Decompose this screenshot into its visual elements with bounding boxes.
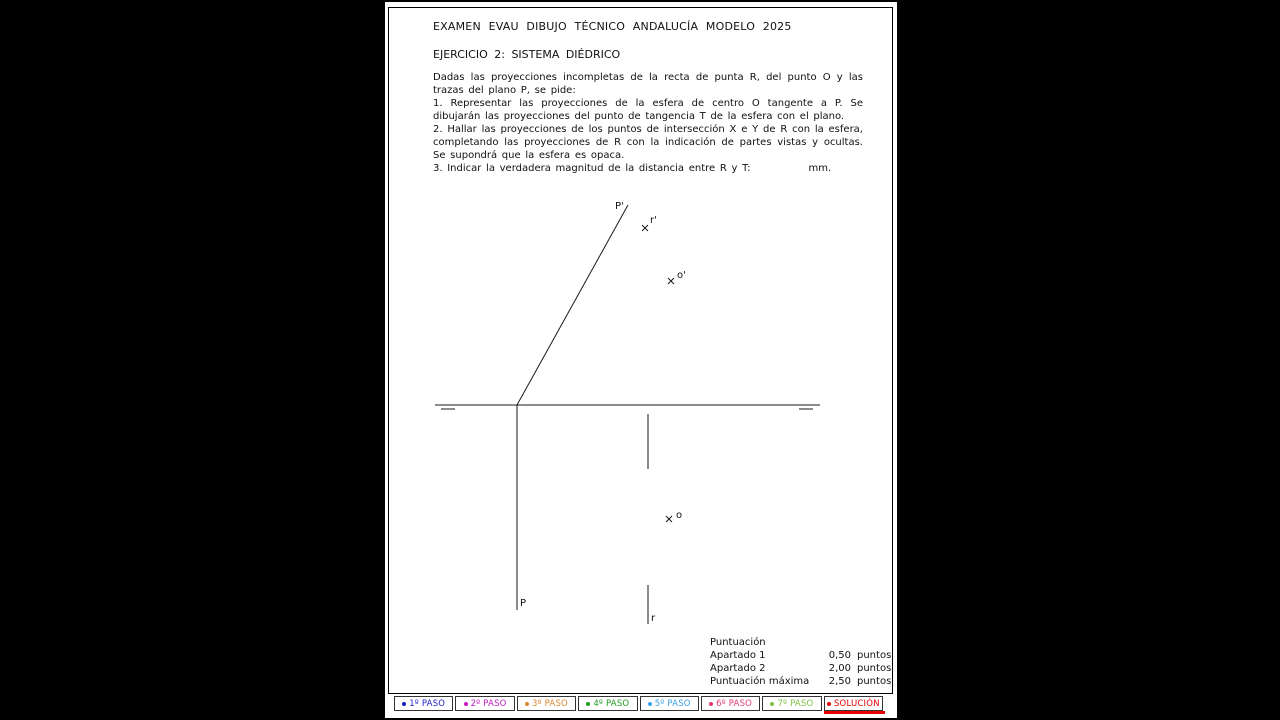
step-button-5[interactable] (640, 696, 699, 711)
problem-statement (433, 71, 863, 175)
point-marker-o (666, 516, 672, 522)
score-label: Puntuación máxima (710, 676, 810, 687)
statement-intro: Dadas las proyecciones incompletas de la recta de punta R, del punto O y las trazas del plano P, se pide: (433, 72, 863, 96)
step-dot-icon (525, 702, 529, 706)
score-unit: puntos (857, 650, 892, 661)
point-marker-o-prime (668, 278, 674, 284)
step-button-7[interactable] (762, 696, 821, 711)
step-button-label: 6º PASO (716, 698, 753, 709)
step-button-label: 7º PASO (777, 698, 814, 709)
step-dot-icon (827, 702, 831, 706)
score-label: Apartado 2 (710, 663, 766, 674)
step-toolbar (394, 696, 883, 711)
statement-item-2: 2. Hallar las proyecciones de los puntos de intersección X e Y de R con la esfera, completando las proyecciones de R con la indicación de partes vistas y ocultas. Se supondrá que la esfera es opaca. (433, 124, 863, 161)
solution-button[interactable] (824, 696, 883, 711)
label-plane-horizontal-trace: P (520, 598, 527, 609)
step-dot-icon (709, 702, 713, 706)
step-button-4[interactable] (578, 696, 637, 711)
label-o: o (676, 510, 683, 521)
solution-underline (824, 711, 885, 714)
score-value: 2,50 (828, 676, 851, 687)
label-o-prime: o' (677, 270, 686, 281)
step-dot-icon (648, 702, 652, 706)
statement-item-3 (433, 162, 863, 175)
step-button-3[interactable] (517, 696, 576, 711)
statement-item-1: 1. Representar las proyecciones de la esfera de centro O tangente a P. Se dibujarán las proyecciones del punto de tangencia T de la esfera con el plano. (433, 98, 863, 122)
score-unit: puntos (857, 676, 892, 687)
step-button-label: 4º PASO (593, 698, 630, 709)
scoring-table (710, 636, 892, 688)
step-button-label: 2º PASO (470, 698, 507, 709)
score-row (710, 662, 892, 675)
statement-item-3-label: 3. Indicar la verdadera magnitud de la distancia entre R y T: (433, 163, 751, 174)
label-r: r (651, 613, 656, 624)
exam-title: EXAMEN EVAU DIBUJO TÉCNICO ANDALUCÍA MODELO 2025 (433, 20, 792, 33)
step-dot-icon (586, 702, 590, 706)
answer-unit: mm. (808, 163, 832, 174)
step-dot-icon (770, 702, 774, 706)
score-unit: puntos (857, 663, 892, 674)
diedric-diagram (385, 192, 897, 640)
solution-button-label: SOLUCIÓN (833, 698, 880, 709)
step-button-1[interactable] (394, 696, 453, 711)
step-button-label: 3º PASO (531, 698, 568, 709)
score-row (710, 675, 892, 688)
step-button-6[interactable] (701, 696, 760, 711)
score-value: 2,00 (828, 663, 851, 674)
score-label: Apartado 1 (710, 650, 766, 661)
step-button-label: 5º PASO (654, 698, 691, 709)
scoring-title: Puntuación (710, 637, 766, 648)
step-dot-icon (402, 702, 406, 706)
score-value: 0,50 (828, 650, 851, 661)
step-button-label: 1º PASO (409, 698, 446, 709)
point-marker-r-prime (642, 225, 648, 231)
exercise-heading: EJERCICIO 2: SISTEMA DIÉDRICO (433, 48, 621, 61)
step-button-2[interactable] (455, 696, 514, 711)
label-r-prime: r' (650, 215, 657, 226)
exam-page (385, 2, 897, 718)
plane-vertical-trace-line (517, 205, 628, 405)
label-plane-vertical-trace: P' (615, 201, 624, 212)
step-dot-icon (464, 702, 468, 706)
score-row (710, 649, 892, 662)
